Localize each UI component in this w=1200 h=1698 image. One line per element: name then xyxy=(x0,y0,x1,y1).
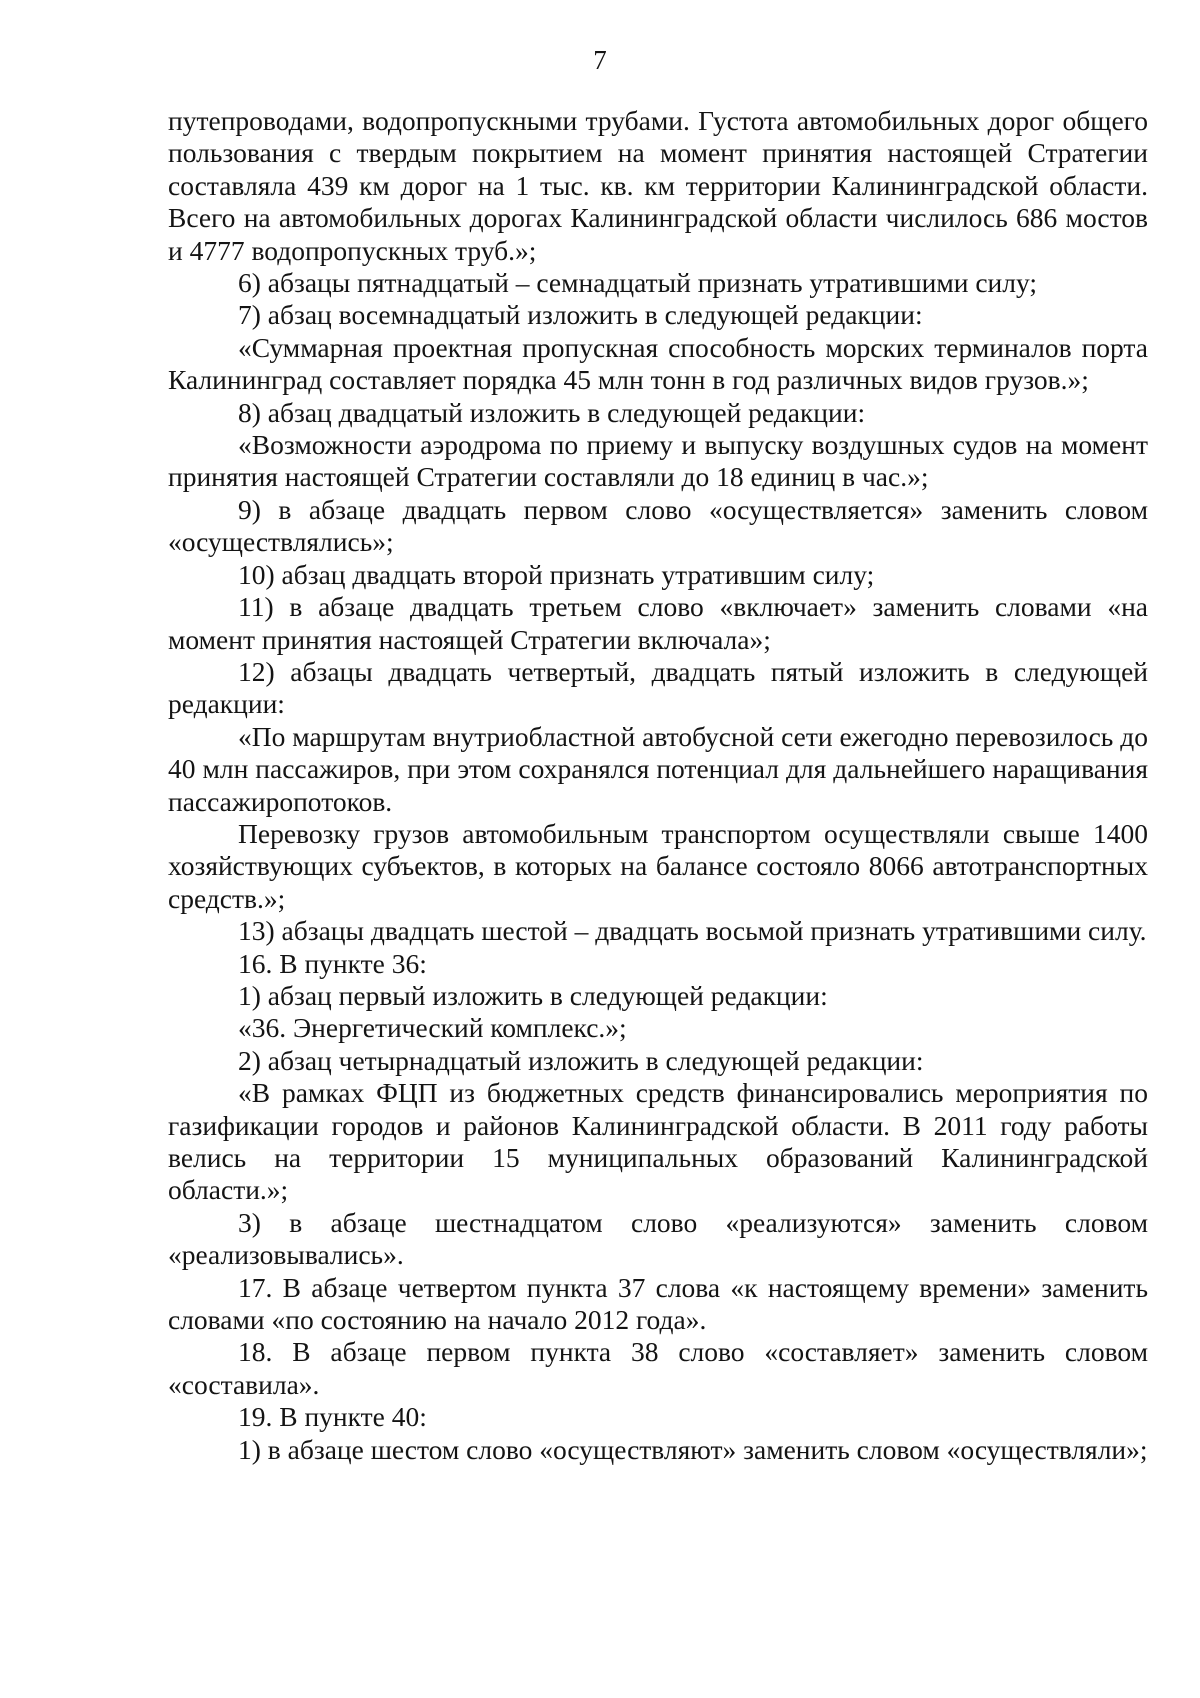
paragraph: 17. В абзаце четвертом пункта 37 слова «к настоящему времени» заменить словами «по состоянию на начало 2012 года». xyxy=(168,1271,1148,1336)
page-number: 7 xyxy=(593,45,607,75)
paragraph: 2) абзац четырнадцатый изложить в следующей редакции: xyxy=(238,1044,924,1076)
paragraph: 18. В абзаце первом пункта 38 слово «составляет» заменить словом «составила». xyxy=(168,1336,1148,1400)
paragraph: 1) в абзаце шестом слово «осуществляют» заменить словом «осуществляли»; xyxy=(238,1433,1148,1465)
paragraph: 6) абзацы пятнадцатый – семнадцатый признать утратившими силу; xyxy=(238,267,1038,299)
paragraph: 16. В пункте 36: xyxy=(238,947,427,979)
paragraph: 9) в абзаце двадцать первом слово «осуществляется» заменить словом «осуществлялись»; xyxy=(168,493,1148,558)
paragraph: «36. Энергетический комплекс.»; xyxy=(238,1012,627,1044)
paragraph: 11) в абзаце двадцать третьем слово «включает» заменить словами «на момент принятия настоящей Стратегии включала»; xyxy=(168,591,1148,655)
paragraph: «Суммарная проектная пропускная способность морских терминалов порта Калининград составляет порядка 45 млн тонн в год различных видов грузов.»; xyxy=(168,331,1148,396)
paragraph: 13) абзацы двадцать шестой – двадцать восьмой признать утратившими силу. xyxy=(238,915,1147,947)
paragraph: «В рамках ФЦП из бюджетных средств финансировались мероприятия по газификации городов и районов Калининградской области. В 2011 году работы велись на территории 15 муниципальных образований Калининградской области.»; xyxy=(168,1077,1148,1206)
paragraph: «Возможности аэродрома по приему и выпуску воздушных судов на момент принятия настоящей Стратегии составляли до 18 единиц в час.»; xyxy=(168,429,1148,493)
paragraph: 8) абзац двадцатый изложить в следующей редакции: xyxy=(238,396,866,428)
paragraph-continuation: путепроводами, водопропускными трубами. Густота автомобильных дорог общего пользования с твердым покрытием на момент принятия настоящей Стратегии составляла 439 км дорог на 1 тыс. кв. км территории Калининградской области. Всего на автомобильных дорогах Калининградской области числилось 686 мостов и 4777 водопропускных труб.»; xyxy=(168,105,1148,266)
paragraph: 7) абзац восемнадцатый изложить в следующей редакции: xyxy=(238,299,923,331)
paragraph: 19. В пункте 40: xyxy=(238,1401,427,1433)
paragraph: 1) абзац первый изложить в следующей редакции: xyxy=(238,979,828,1011)
paragraph: 12) абзацы двадцать четвертый, двадцать пятый изложить в следующей редакции: xyxy=(168,655,1148,720)
paragraph: 3) в абзаце шестнадцатом слово «реализуются» заменить словом «реализовывались». xyxy=(168,1206,1148,1271)
paragraph: Перевозку грузов автомобильным транспортом осуществляли свыше 1400 хозяйствующих субъектов, в которых на балансе состояло 8066 автотранспортных средств.»; xyxy=(168,817,1148,914)
paragraph: «По маршрутам внутриобластной автобусной сети ежегодно перевозилось до 40 млн пассажиров, при этом сохранялся потенциал для дальнейшего наращивания пассажиропотоков. xyxy=(168,720,1148,817)
document-body xyxy=(168,105,1148,1466)
paragraph: 10) абзац двадцать второй признать утратившим силу; xyxy=(238,558,875,590)
